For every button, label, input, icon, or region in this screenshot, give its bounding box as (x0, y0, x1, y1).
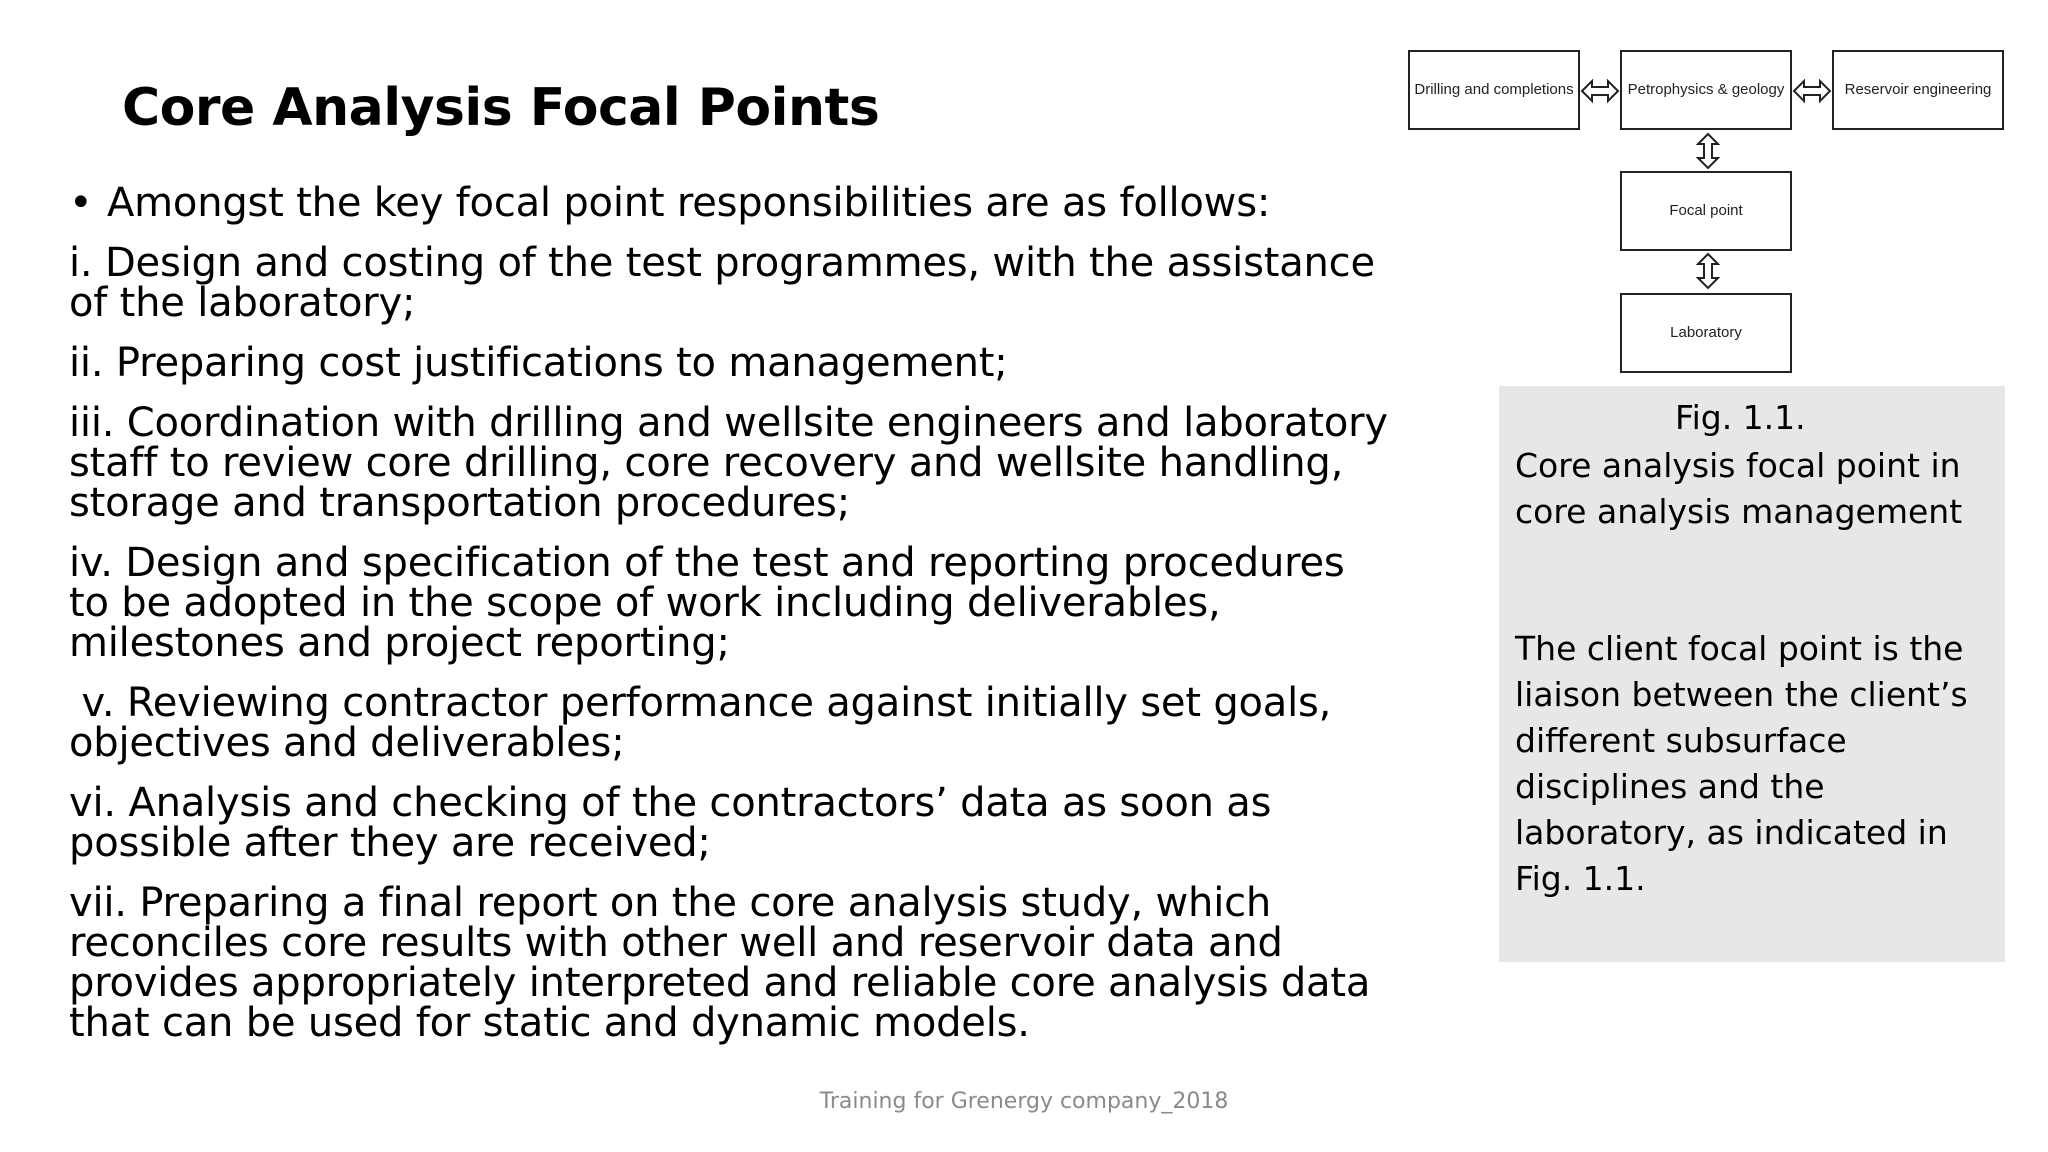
box-reservoir-engineering: Reservoir engineering (1832, 50, 2004, 130)
bullet-icon: • (69, 180, 93, 226)
list-item: vi. Analysis and checking of the contractors’ data as soon as possible after they are received; (69, 780, 1272, 866)
box-focal-point: Focal point (1620, 171, 1792, 251)
list-item: iii. Coordination with drilling and wellsite engineers and laboratory staff to review core drilling, core recovery and wellsite handling, storage and transportation procedures; (69, 400, 1388, 526)
responsibilities-list (69, 180, 1389, 1063)
list-item: iv. Design and specification of the test and reporting procedures to be adopted in the scope of work including deliverables, milestones and project reporting; (69, 540, 1345, 666)
figure-caption-panel (1499, 386, 2005, 962)
double-arrow-icon (1698, 134, 1718, 168)
figure-description: The client focal point is the liaison between the client’s different subsurface disciplines and the laboratory, as indicated in Fig. 1.1. (1515, 629, 1968, 898)
box-petrophysics-geology: Petrophysics & geology (1620, 50, 1792, 130)
box-laboratory: Laboratory (1620, 293, 1792, 373)
list-item: v. Reviewing contractor performance against initially set goals, objectives and deliverables; (69, 680, 1344, 766)
slide-title: Core Analysis Focal Points (122, 78, 880, 138)
figure-number: Fig. 1.1. (1675, 398, 1806, 437)
intro-text: Amongst the key focal point responsibilities are as follows: (107, 180, 1271, 226)
slide-footer: Training for Grenergy company_2018 (819, 1089, 1229, 1114)
list-item: i. Design and costing of the test programmes, with the assistance of the laboratory; (69, 240, 1375, 326)
double-arrow-icon (1794, 81, 1830, 101)
box-drilling-completions: Drilling and completions (1408, 50, 1580, 130)
focal-point-diagram (1408, 48, 2008, 380)
double-arrow-icon (1582, 81, 1618, 101)
double-arrow-icon (1698, 254, 1718, 288)
list-item: ii. Preparing cost justifications to management; (69, 340, 1008, 386)
list-item: vii. Preparing a final report on the core analysis study, which reconciles core results with other well and reservoir data and provides appropriately interpreted and reliable core analysis data that can be used for static and dynamic models. (69, 880, 1371, 1046)
figure-caption: Core analysis focal point in core analysis management (1515, 446, 1963, 531)
intro-bullet (69, 180, 1389, 226)
